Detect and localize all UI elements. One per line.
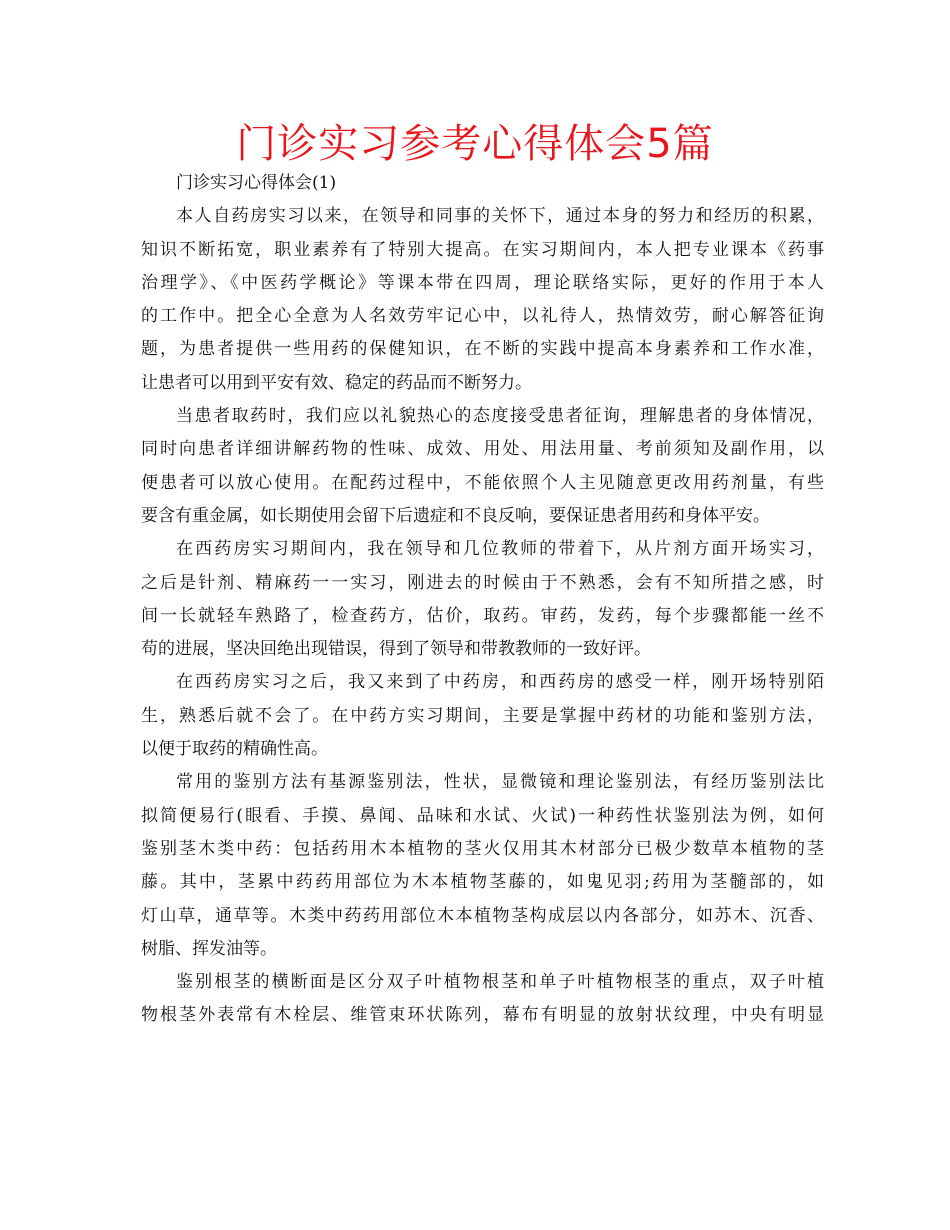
document-title: 门诊实习参考心得体会5篇 xyxy=(236,121,714,167)
body-line: 本人自药房实习以来，在领导和同事的关怀下，通过本身的努力和经历的积累， xyxy=(176,206,824,227)
body-line: 间一长就轻车熟路了，检查药方，估价，取药。审药，发药，每个步骤都能一丝不 xyxy=(141,605,824,626)
body-line: 苟的进展，坚决回绝出现错误，得到了领导和带教教师的一致好评。 xyxy=(141,639,651,660)
body-line: 常用的鉴别方法有基源鉴别法，性状，显微镜和理论鉴别法，有经历鉴别法比 xyxy=(176,772,824,793)
body-line: 让患者可以用到平安有效、稳定的药品而不断努力。 xyxy=(141,372,532,393)
body-line: 同时向患者详细讲解药物的性味、成效、用处、用法用量、考前须知及副作用，以 xyxy=(141,439,824,460)
body-line: 鉴别根茎的横断面是区分双子叶植物根茎和单子叶植物根茎的重点，双子叶植 xyxy=(176,972,824,993)
body-line: 知识不断拓宽，职业素养有了特别大提高。在实习期间内，本人把专业课本《药事 xyxy=(141,239,824,260)
body-line: 当患者取药时，我们应以礼貌热心的态度接受患者征询，理解患者的身体情况， xyxy=(176,406,824,427)
body-line: 之后是针剂、精麻药一一实习，刚进去的时候由于不熟悉，会有不知所措之感，时 xyxy=(141,572,824,593)
body-line: 题，为患者提供一些用药的保健知识，在不断的实践中提高本身素养和工作水准， xyxy=(141,339,824,360)
body-line: 在西药房实习期间内，我在领导和几位教师的带着下，从片剂方面开场实习， xyxy=(176,539,824,560)
body-line: 生，熟悉后就不会了。在中药方实习期间，主要是掌握中药材的功能和鉴别方法， xyxy=(141,705,824,726)
body-line: 要含有重金属，如长期使用会留下后遗症和不良反响，要保证患者用药和身体平安。 xyxy=(141,505,770,526)
body-line: 鉴别茎木类中药：包括药用木本植物的茎火仅用其木材部分已极少数草本植物的茎 xyxy=(141,838,824,859)
body-line: 拟简便易行(眼看、手摸、鼻闻、品味和水试、火试)一种药性状鉴别法为例，如何 xyxy=(141,805,824,826)
body-line: 的工作中。把全心全意为人名效劳牢记心中，以礼待人，热情效劳，耐心解答征询 xyxy=(141,306,824,327)
body-line: 便患者可以放心使用。在配药过程中，不能依照个人主见随意更改用药剂量，有些 xyxy=(141,472,824,493)
body-line: 门诊实习心得体会(1) xyxy=(176,173,337,193)
body-line: 树脂、挥发油等。 xyxy=(141,938,277,959)
body-line: 以便于取药的精确性高。 xyxy=(141,739,328,760)
body-line: 物根茎外表常有木栓层、维管束环状陈列，幕布有明显的放射状纹理，中央有明显 xyxy=(141,1005,824,1026)
body-line: 在西药房实习之后，我又来到了中药房，和西药房的感受一样，刚开场特别陌 xyxy=(176,672,824,693)
document-body xyxy=(141,167,824,1033)
body-line: 治理学》、《中医药学概论》等课本带在四周，理论联络实际，更好的作用于本人 xyxy=(141,272,824,293)
body-line: 藤。其中，茎累中药药用部位为木本植物茎藤的，如鬼见羽;药用为茎髓部的，如 xyxy=(141,872,824,893)
body-line: 灯山草，通草等。木类中药药用部位木本植物茎构成层以内各部分，如苏木、沉香、 xyxy=(141,905,824,926)
